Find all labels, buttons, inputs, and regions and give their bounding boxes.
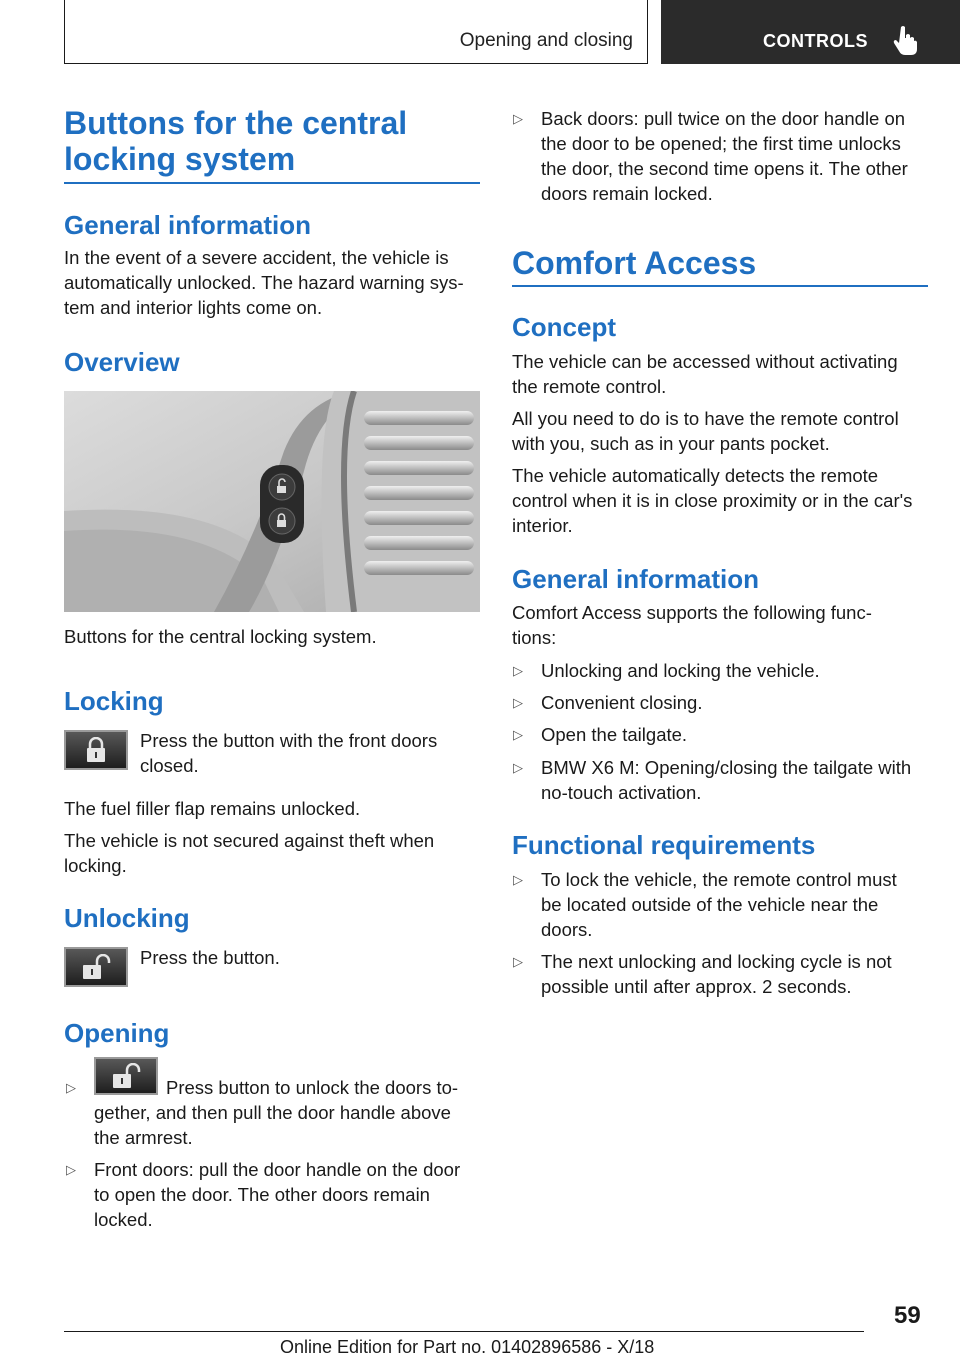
opening-step-1-rest: gether, and then pull the door handle above the armrest. bbox=[94, 1102, 451, 1148]
back-doors-step: Back doors: pull twice on the door handle on the door to be opened; the first time unlocks the door, the second time opens it. The other doors remain locked. bbox=[541, 108, 908, 204]
bullet-marker: ▷ bbox=[513, 760, 523, 775]
unlocking-instruction: Press the button. bbox=[140, 947, 280, 968]
header-section-title: Opening and closing bbox=[459, 30, 633, 51]
comfort-general-info-paragraph: Comfort Access supports the following func- tions: bbox=[512, 602, 872, 648]
header-chapter-title: CONTROLS bbox=[763, 31, 868, 51]
figure-caption: Buttons for the central locking system. bbox=[64, 626, 377, 647]
opening-heading: Opening bbox=[64, 1018, 170, 1048]
page-number: 59 bbox=[894, 1302, 921, 1329]
footer-divider bbox=[64, 1331, 864, 1332]
locking-instruction: Press the button with the front doors closed. bbox=[140, 730, 438, 776]
header-section-box bbox=[64, 0, 648, 64]
concept-paragraph-1: The vehicle can be accessed without activating the remote control. bbox=[512, 351, 898, 397]
function-item: Open the tailgate. bbox=[541, 724, 688, 745]
concept-paragraph-3: The vehicle automatically detects the remote control when it is in close proximity or in the car's interior. bbox=[512, 465, 913, 536]
door-locking-buttons-photo bbox=[64, 391, 480, 612]
bullet-marker: ▷ bbox=[513, 727, 523, 742]
bullet-marker: ▷ bbox=[66, 1080, 76, 1095]
concept-heading: Concept bbox=[512, 312, 616, 342]
general-info-paragraph: In the event of a severe accident, the vehicle is automatically unlocked. The hazard warning sys- tem and interior lights come on. bbox=[64, 247, 464, 318]
bullet-marker: ▷ bbox=[513, 663, 523, 678]
fuel-flap-note: The fuel filler flap remains unlocked. bbox=[64, 798, 361, 819]
title-divider bbox=[64, 182, 480, 184]
bullet-marker: ▷ bbox=[513, 695, 523, 710]
opening-step-1-line-1: Press button to unlock the doors to- bbox=[166, 1077, 459, 1098]
general-info-heading: General information bbox=[64, 210, 312, 240]
unlock-button-graphic-inline bbox=[94, 1057, 158, 1095]
pointing-hand-icon bbox=[893, 25, 919, 55]
theft-note: The vehicle is not secured against theft when locking. bbox=[64, 830, 435, 876]
unlock-icon bbox=[111, 1063, 141, 1089]
concept-paragraph-2: All you need to do is to have the remote control with you, such as in your pants pocket. bbox=[512, 408, 899, 454]
header-chapter-box bbox=[661, 0, 960, 64]
unlock-icon bbox=[81, 954, 111, 980]
bullet-marker: ▷ bbox=[66, 1162, 76, 1177]
requirement-item: To lock the vehicle, the remote control must be located outside of the vehicle near the doors. bbox=[541, 869, 897, 940]
page-title: Buttons for the central locking system bbox=[64, 105, 408, 177]
lock-button-graphic bbox=[64, 730, 128, 770]
requirement-item: The next unlocking and locking cycle is not possible until after approx. 2 seconds. bbox=[541, 951, 892, 997]
bullet-marker: ▷ bbox=[513, 872, 523, 887]
lock-icon bbox=[85, 737, 107, 763]
functional-requirements-heading: Functional requirements bbox=[512, 830, 816, 860]
overview-heading: Overview bbox=[64, 347, 180, 377]
comfort-divider bbox=[512, 285, 928, 287]
function-item: BMW X6 M: Opening/closing the tailgate with no-touch activation. bbox=[541, 757, 912, 803]
function-item: Convenient closing. bbox=[541, 692, 703, 713]
opening-step-2: Front doors: pull the door handle on the door to open the door. The other doors remain locked. bbox=[94, 1159, 461, 1230]
comfort-access-title: Comfort Access bbox=[512, 245, 757, 281]
unlock-button-graphic bbox=[64, 947, 128, 987]
footer-edition: Online Edition for Part no. 01402896586 - X/18 bbox=[280, 1337, 655, 1357]
unlocking-heading: Unlocking bbox=[64, 903, 190, 933]
comfort-general-info-heading: General information bbox=[512, 564, 760, 594]
locking-heading: Locking bbox=[64, 686, 164, 716]
function-item: Unlocking and locking the vehicle. bbox=[541, 660, 820, 681]
bullet-marker: ▷ bbox=[513, 111, 523, 126]
bullet-marker: ▷ bbox=[513, 954, 523, 969]
